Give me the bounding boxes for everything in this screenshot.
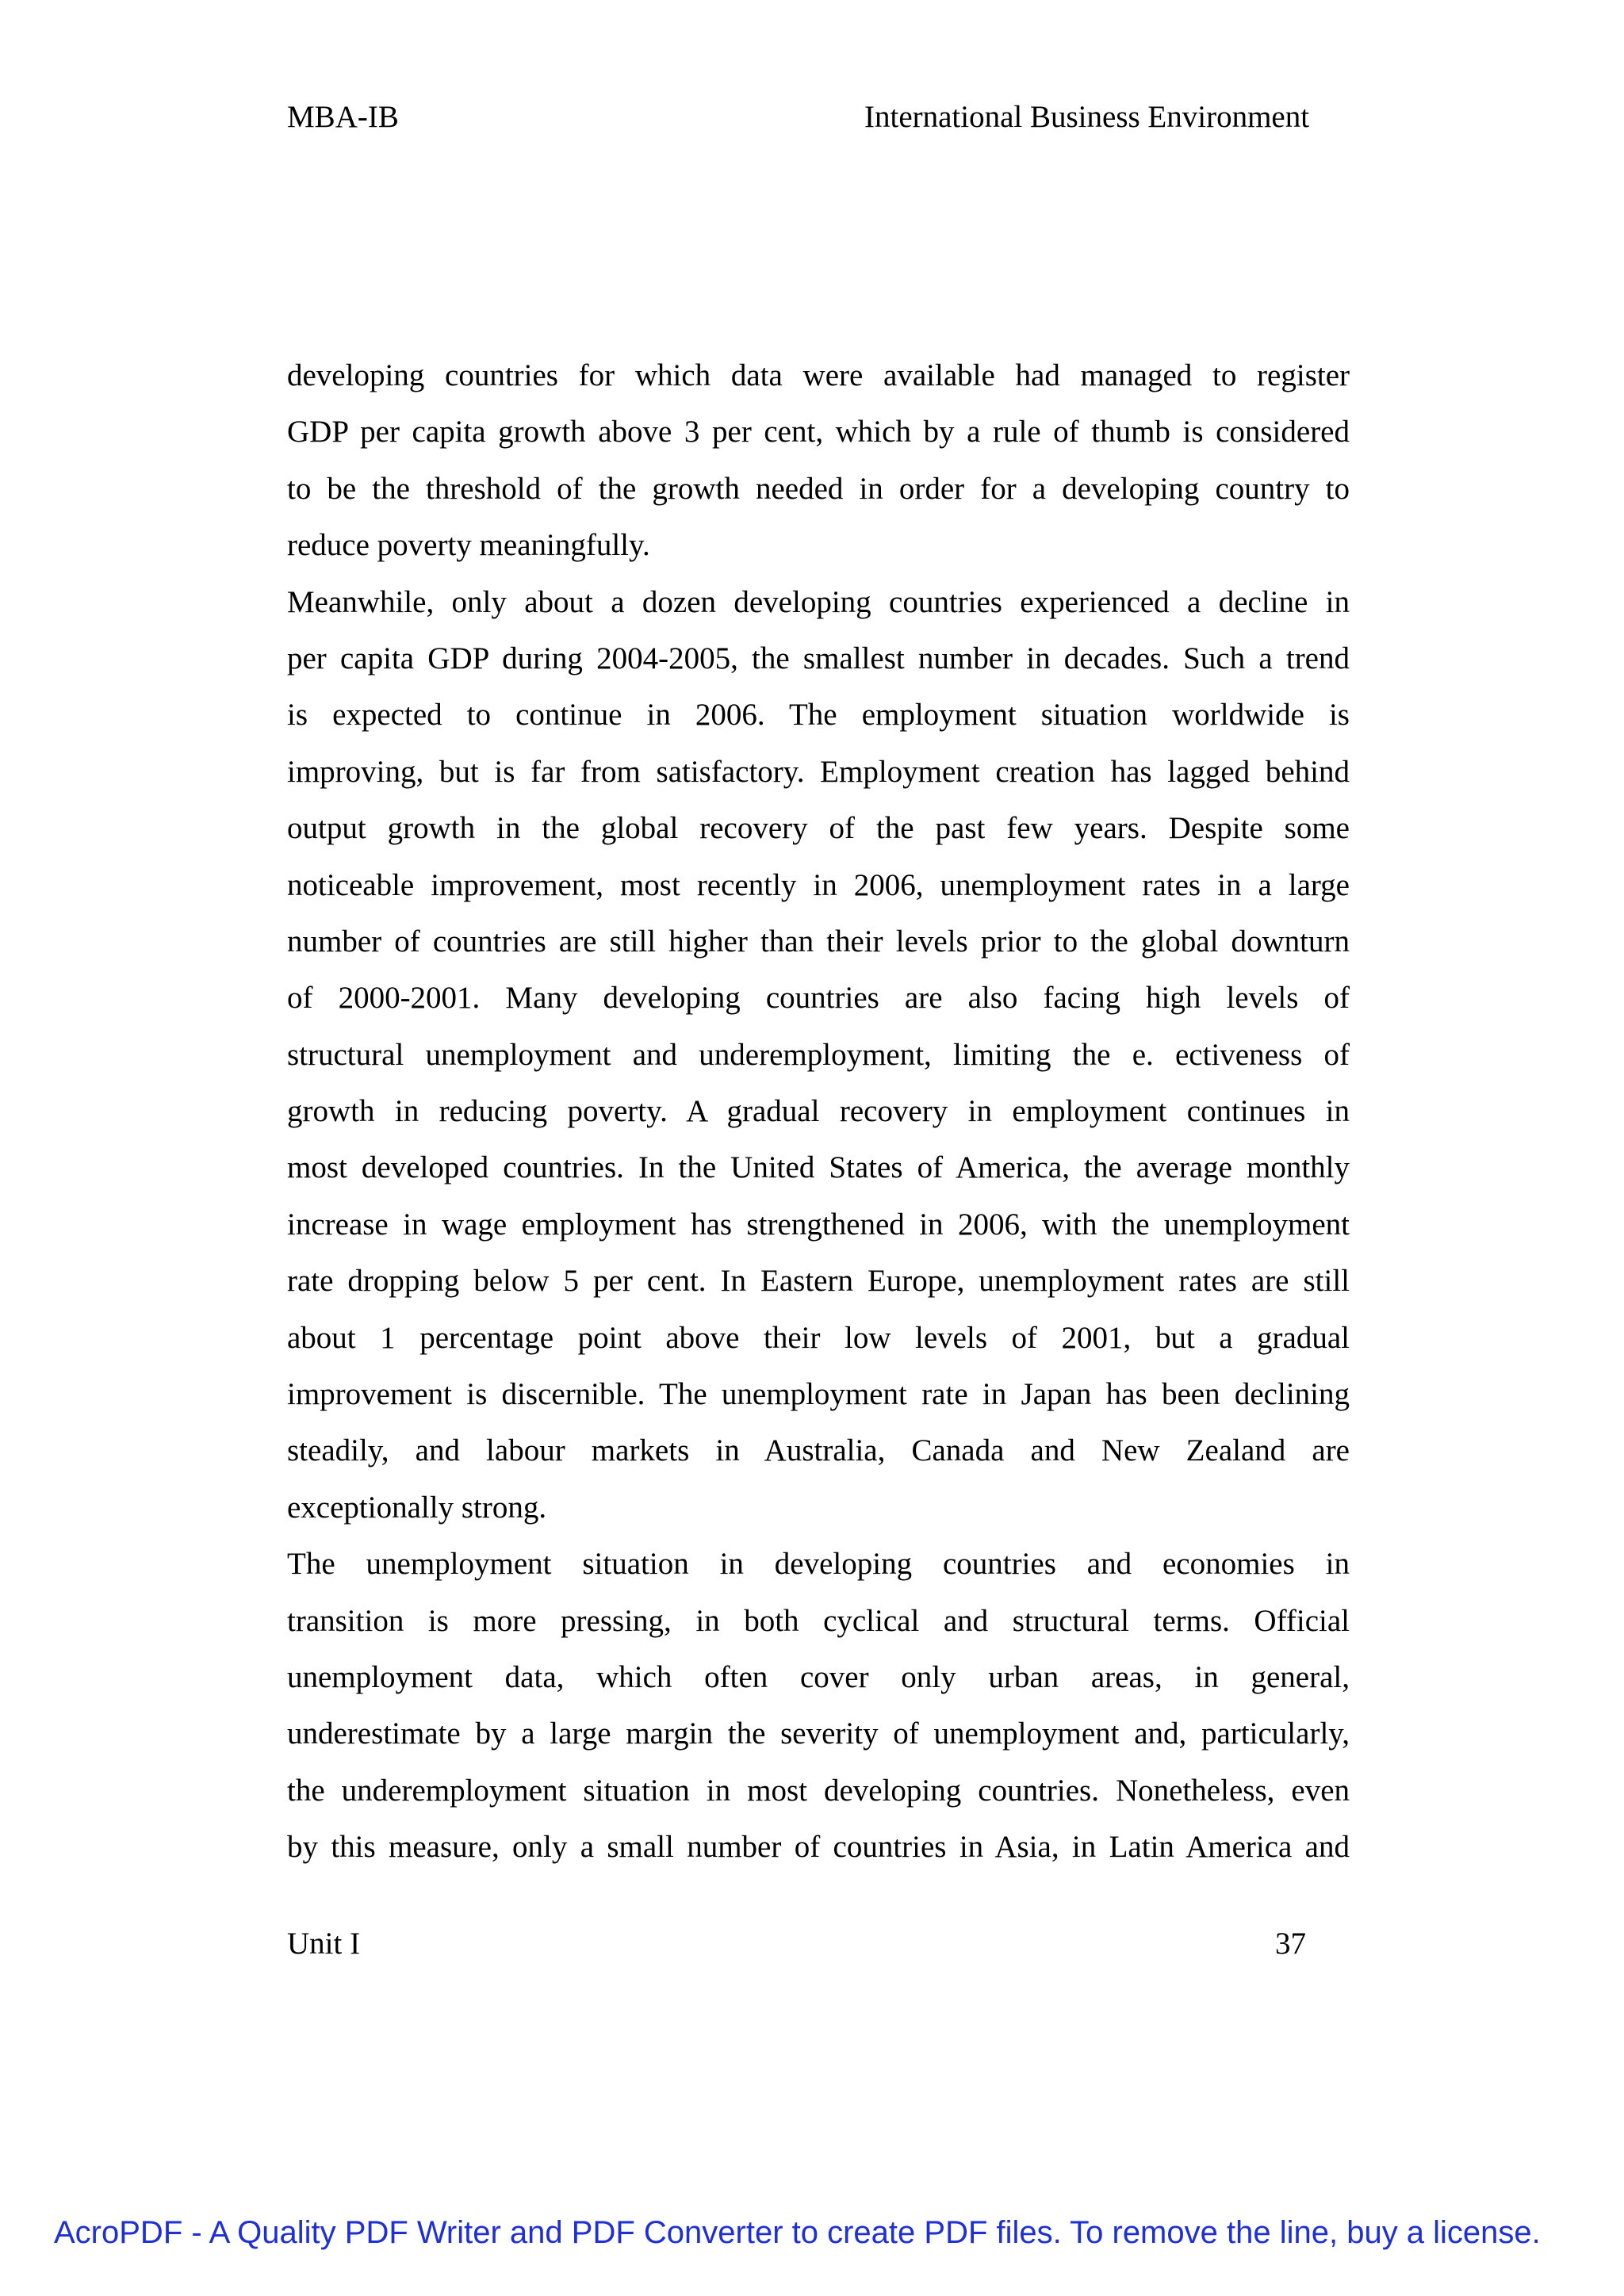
acropdf-watermark: AcroPDF - A Quality PDF Writer and PDF Converter to create PDF files. To remove the line, buy a license. xyxy=(54,2215,1541,2250)
text-line: unemployment data, which often cover only urban areas, in general, xyxy=(287,1659,1350,1694)
text-line: rate dropping below 5 per cent. In Eastern Europe, unemployment rates are still xyxy=(287,1264,1350,1299)
text-line: transition is more pressing, in both cyclical and structural terms. Official xyxy=(287,1603,1350,1638)
text-line: improvement is discernible. The unemployment rate in Japan has been declining xyxy=(287,1377,1350,1412)
text-line: steadily, and labour markets in Australia, Canada and New Zealand are xyxy=(287,1433,1350,1468)
text-line: developing countries for which data were available had managed to register xyxy=(287,358,1350,392)
running-header-left: MBA-IB xyxy=(287,100,399,134)
text-line: is expected to continue in 2006. The employment situation worldwide is xyxy=(287,698,1350,733)
text-line: improving, but is far from satisfactory. Employment creation has lagged behind xyxy=(287,754,1350,789)
text-line: structural unemployment and underemployment, limiting the e. ectiveness of xyxy=(287,1037,1350,1072)
text-line: the underemployment situation in most developing countries. Nonetheless, even xyxy=(287,1773,1350,1808)
text-line: GDP per capita growth above 3 per cent, which by a rule of thumb is considered xyxy=(287,415,1350,450)
text-line: noticeable improvement, most recently in 2006, unemployment rates in a large xyxy=(287,867,1350,902)
body-text xyxy=(287,347,1350,1876)
text-line: reduce poverty meaningfully. xyxy=(287,528,650,563)
text-line: output growth in the global recovery of the past few years. Despite some xyxy=(287,811,1350,846)
text-line: of 2000-2001. Many developing countries are also facing high levels of xyxy=(287,981,1350,1016)
text-line: growth in reducing poverty. A gradual recovery in employment continues in xyxy=(287,1094,1350,1129)
text-line: underestimate by a large margin the severity of unemployment and, particularly, xyxy=(287,1716,1350,1751)
text-line: increase in wage employment has strengthened in 2006, with the unemployment xyxy=(287,1207,1350,1242)
text-line: most developed countries. In the United States of America, the average monthly xyxy=(287,1150,1350,1185)
running-header-right: International Business Environment xyxy=(864,100,1310,134)
text-line: Meanwhile, only about a dozen developing countries experienced a decline in xyxy=(287,584,1350,619)
text-line: The unemployment situation in developing countries and economies in xyxy=(287,1547,1350,1582)
text-line: about 1 percentage point above their low levels of 2001, but a gradual xyxy=(287,1320,1350,1355)
text-line: exceptionally strong. xyxy=(287,1490,547,1525)
footer-unit: Unit I xyxy=(287,1927,361,1961)
text-line: per capita GDP during 2004-2005, the smallest number in decades. Such a trend xyxy=(287,641,1350,675)
text-line: number of countries are still higher than their levels prior to the global downturn xyxy=(287,924,1350,959)
text-line: to be the threshold of the growth needed in order for a developing country to xyxy=(287,471,1350,506)
page-number: 37 xyxy=(1275,1927,1306,1961)
text-line: by this measure, only a small number of countries in Asia, in Latin America and xyxy=(287,1830,1350,1865)
